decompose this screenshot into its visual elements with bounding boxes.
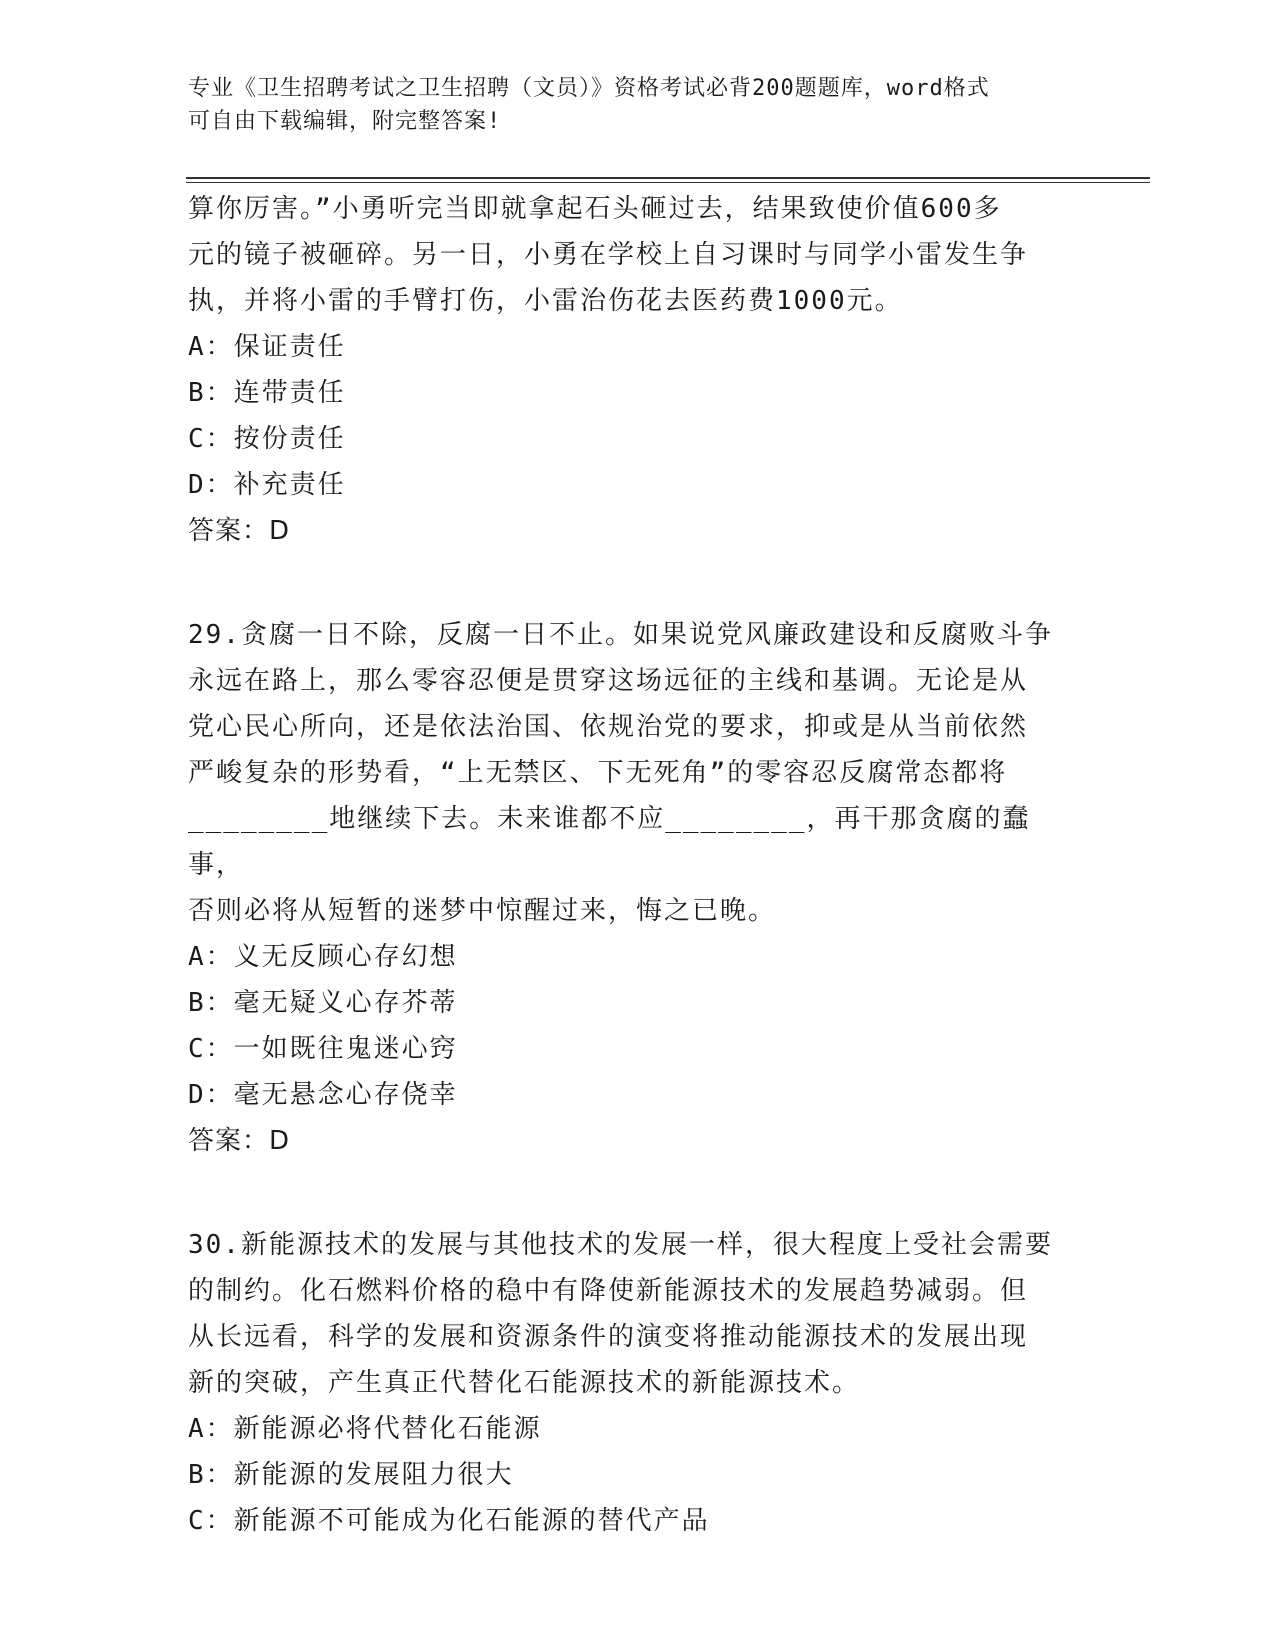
answer-line: 答案：D xyxy=(188,1126,291,1156)
option-a: A：保证责任 xyxy=(188,332,346,362)
question-text-line: 严峻复杂的形势看，“上无禁区、下无死角”的零容忍反腐常态都将 xyxy=(188,758,1008,788)
question-text-line: 执，并将小雷的手臂打伤，小雷治伤花去医药费1000元。 xyxy=(188,286,903,316)
option-a: A：义无反顾心存幻想 xyxy=(188,942,458,972)
question-text-line: ________地继续下去。未来谁都不应________，再干那贪腐的蠢事， xyxy=(188,804,1031,880)
question-text-line: 从长远看，科学的发展和资源条件的演变将推动能源技术的发展出现 xyxy=(188,1322,1029,1352)
answer-line: 答案：D xyxy=(188,516,291,546)
question-28-fragment xyxy=(188,186,1068,554)
question-text-line: 30.新能源技术的发展与其他技术的发展一样，很大程度上受社会需要 xyxy=(188,1230,1053,1260)
question-text-line: 永远在路上，那么零容忍便是贯穿这场远征的主线和基调。无论是从 xyxy=(188,666,1029,696)
option-a: A：新能源必将代替化石能源 xyxy=(188,1414,542,1444)
header-title-line-2: 可自由下载编辑，附完整答案! xyxy=(188,109,502,134)
option-b: B：连带责任 xyxy=(188,378,346,408)
question-text-line: 元的镜子被砸碎。另一日，小勇在学校上自习课时与同学小雷发生争 xyxy=(188,240,1029,270)
header-divider xyxy=(186,177,1150,183)
option-c: C：一如既往鬼迷心窍 xyxy=(188,1034,458,1064)
option-d: D：补充责任 xyxy=(188,470,346,500)
document-body xyxy=(188,186,1068,1544)
question-text-line: 否则必将从短暂的迷梦中惊醒过来，悔之已晚。 xyxy=(188,896,777,926)
question-text-line: 29.贪腐一日不除，反腐一日不止。如果说党风廉政建设和反腐败斗争 xyxy=(188,620,1053,650)
option-c: C：按份责任 xyxy=(188,424,346,454)
option-b: B：新能源的发展阻力很大 xyxy=(188,1460,514,1490)
question-text-line: 党心民心所向，还是依法治国、依规治党的要求，抑或是从当前依然 xyxy=(188,712,1029,742)
header-title-line-1: 专业《卫生招聘考试之卫生招聘（文员）》资格考试必背200题题库，word格式 xyxy=(188,76,990,101)
option-d: D：毫无悬念心存侥幸 xyxy=(188,1080,458,1110)
question-text-line: 的制约。化石燃料价格的稳中有降使新能源技术的发展趋势减弱。但 xyxy=(188,1276,1029,1306)
option-c: C：新能源不可能成为化石能源的替代产品 xyxy=(188,1506,710,1536)
document-header xyxy=(188,72,1068,138)
option-b: B：毫无疑义心存芥蒂 xyxy=(188,988,458,1018)
question-text-line: 算你厉害。”小勇听完当即就拿起石头砸过去，结果致使价值600多 xyxy=(188,194,1002,224)
question-30 xyxy=(188,1222,1068,1544)
question-text-line: 新的突破，产生真正代替化石能源技术的新能源技术。 xyxy=(188,1368,861,1398)
question-29 xyxy=(188,612,1068,1164)
